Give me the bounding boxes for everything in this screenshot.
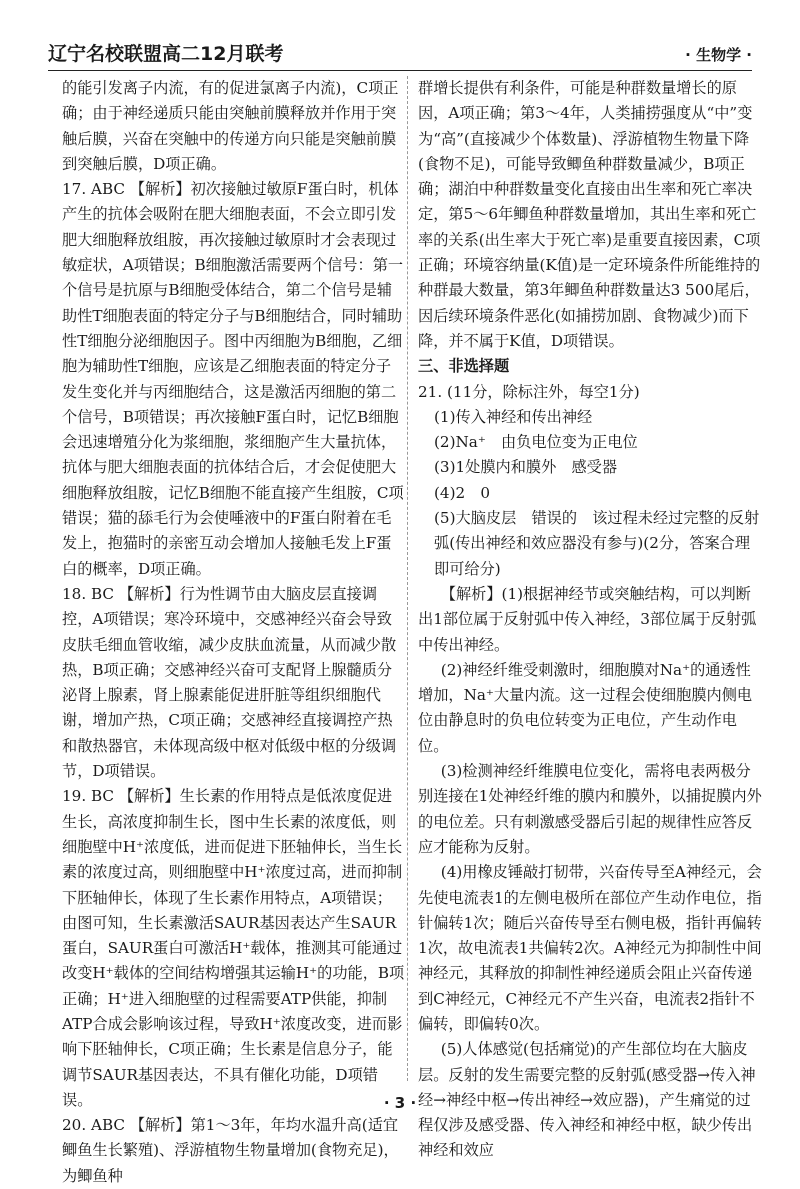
page-header [48, 42, 752, 71]
column-divider [407, 76, 408, 1081]
continuation-paragraph: 的能引发离子内流，有的促进氯离子内流)，C项正确；由于神经递质只能由突触前膜释放并作用于突触后膜，兴奋在突触中的传递方向只能是突触前膜到突触后膜，D项正确。 [62, 79, 399, 173]
answer-q21-heading: 21. (11分，除标注外，每空1分) [418, 382, 640, 401]
answer-q19: 19. BC 【解析】生长素的作用特点是低浓度促进生长，高浓度抑制生长，图中生长素的浓度低，则细胞壁中H⁺浓度低，进而促进下胚轴伸长，当生长素的浓度过高，则细胞壁中H⁺浓度过高，进而抑制下胚轴伸长，体现了生长素作用特点，A项错误；由图可知，生长素激活SAUR基因表达产生SAUR蛋白，SAUR蛋白可激活H⁺载体，推测其可能通过改变H⁺载体的空间结构增强其运输H⁺的功能，B项正确；H⁺进入细胞壁的过程需要ATP供能，抑制ATP合成会影响该过程，导致H⁺浓度改变，进而影响下胚轴伸长，C项正确；生长素是信息分子，能调节SAUR基因表达，不具有催化功能，D项错误。 [62, 787, 405, 1109]
left-column [62, 76, 406, 1189]
q21-explanation-4: (4)用橡皮锤敲打韧带，兴奋传导至A神经元，会先使电流表1的左侧电极所在部位产生动作电位，指针偏转1次；随后兴奋传导至右侧电极，指针再偏转1次，故电流表1共偏转2次。A神经元为抑制性中间神经元，其释放的抑制性神经递质会阻止兴奋传递到C神经元，C神经元不产生兴奋，电流表2指针不偏转，即偏转0次。 [418, 863, 762, 1033]
q21-explanation-2: (2)神经纤维受刺激时，细胞膜对Na⁺的通透性增加，Na⁺大量内流。这一过程会使细胞膜内侧电位由静息时的负电位转变为正电位，产生动作电位。 [418, 660, 753, 755]
q21-answer-2: (2)Na⁺ 由负电位变为正电位 [434, 433, 638, 452]
subject-label: · 生物学 · [685, 46, 752, 64]
page-number: · 3 · [383, 1094, 417, 1112]
q21-answer-4: (4)2 0 [434, 483, 491, 502]
q21-explanation-1: 【解析】(1)根据神经节或突触结构，可以判断出1部位属于反射弧中传入神经，3部位属于反射弧中传出神经。 [418, 584, 757, 654]
q21-answer-3: (3)1处膜内和膜外 感受器 [434, 458, 618, 477]
section-heading: 三、非选择题 [418, 357, 510, 376]
exam-title: 辽宁名校联盟高二12月联考 [48, 43, 284, 65]
q21-answer-1: (1)传入神经和传出神经 [434, 407, 593, 426]
answer-q17: 17. ABC 【解析】初次接触过敏原F蛋白时，机体产生的抗体会吸附在肥大细胞表面，不会立即引发肥大细胞释放组胺，再次接触过敏原时才会表现过敏症状，A项错误；B细胞激活需要两个信号：第一个信号是抗原与B细胞受体结合，第二个信号是辅助性T细胞表面的特定分子与B细胞结合，同时辅助性T细胞分泌细胞因子。图中丙细胞为B细胞，乙细胞为辅助性T细胞，应该是乙细胞表面的特定分子发生变化并与丙细胞结合，这是激活丙细胞的第二个信号，B项错误；再次接触F蛋白时，记忆B细胞会迅速增殖分化为浆细胞，浆细胞产生大量抗体，抗体与肥大细胞表面的抗体结合后，才会促使肥大细胞释放组胺，记忆B细胞不能直接产生组胺，C项错误；猫的舔毛行为会使唾液中的F蛋白附着在毛发上，抱猫时的亲密互动会增加人接触毛发上F蛋白的概率，D项正确。 [62, 180, 404, 578]
answer-q20-continued: 群增长提供有利条件，可能是种群数量增长的原因，A项正确；第3～4年，人类捕捞强度从“中”变为“高”(直接减少个体数量)、浮游植物生物量下降(食物不足)，可能导致鲫鱼种群数量减少，B项正确；湖泊中种群数量变化直接由出生率和死亡率决定，第5～6年鲫鱼种群数量增加，其出生率和死亡率的关系(出生率大于死亡率)是重要直接因素，C项正确；环境容纳量(K值)是一定环境条件所能维持的种群最大数量，第3年鲫鱼种群数量达3 500尾后，因后续环境条件恶化(如捕捞加剧、食物减少)而下降，并不属于K值，D项错误。 [418, 79, 761, 350]
answer-q18: 18. BC 【解析】行为性调节由大脑皮层直接调控，A项错误；寒冷环境中，交感神经兴奋会导致皮肤毛细血管收缩，减少皮肤血流量，从而减少散热，B项正确；交感神经兴奋可支配肾上腺髓质分泌肾上腺素，肾上腺素能促进肝脏等组织细胞代谢，增加产热，C项正确；交感神经直接调控产热和散热器官，未体现高级中枢对低级中枢的分级调节，D项错误。 [62, 584, 397, 781]
q21-explanation-5: (5)人体感觉(包括痛觉)的产生部位均在大脑皮层。反射的发生需要完整的反射弧(感受器→传入神经→神经中枢→传出神经→效应器)，产生痛觉的过程仅涉及感受器、传入神经和神经中枢，缺少传出神经和效应 [418, 1040, 756, 1160]
q21-answer-5: (5)大脑皮层 错误的 该过程未经过完整的反射弧(传出神经和效应器没有参与)(2分，答案合理即可给分) [434, 509, 760, 578]
answer-q20: 20. ABC 【解析】第1～3年，年均水温升高(适宜鲫鱼生长繁殖)、浮游植物生物量增加(食物充足)，为鲫鱼种 [62, 1116, 399, 1185]
right-column [418, 76, 762, 1164]
q21-explanation-3: (3)检测神经纤维膜电位变化，需将电表两极分别连接在1处神经纤维的膜内和膜外，以捕捉膜内外的电位差。只有刺激感受器后引起的规律性应答反应才能称为反射。 [418, 762, 762, 856]
